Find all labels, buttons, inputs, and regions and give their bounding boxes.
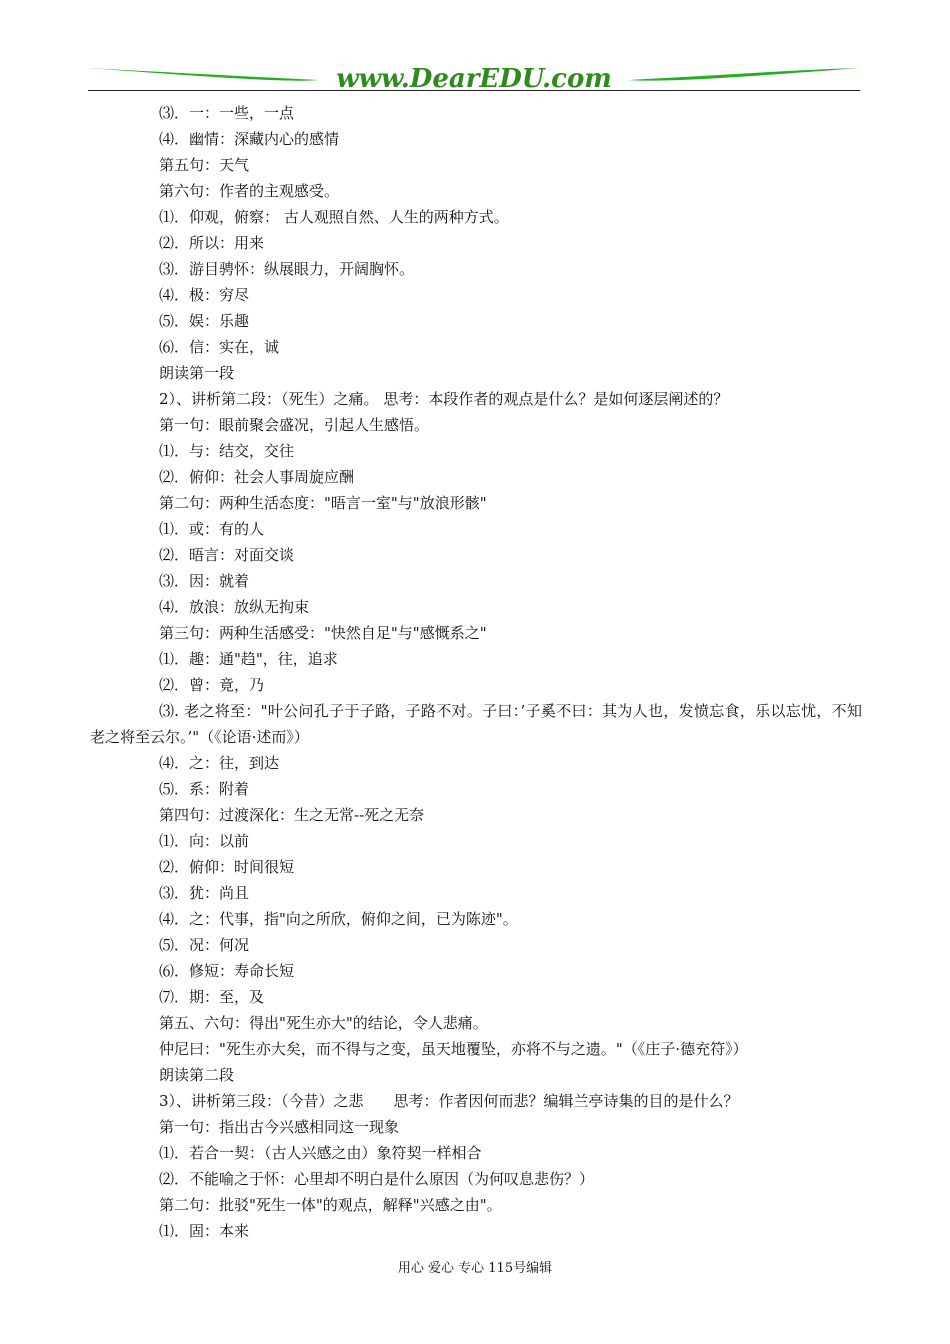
text-line: 第一句：指出古今兴感相同这一现象	[159, 1118, 400, 1136]
text-line: 第二句：批驳"死生一体"的观点，解释"兴感之由"。	[159, 1196, 502, 1214]
page-footer: 用心 爱心 专心 115号编辑	[397, 1261, 553, 1276]
text-line: 第一句：眼前聚会盛况，引起人生感悟。	[159, 416, 430, 434]
text-line: 3）、讲析第三段：（今昔）之悲 思考：作者因何而悲？编辑兰亭诗集的目的是什么？	[159, 1092, 739, 1110]
text-line: ⑶．一：一些，一点	[159, 104, 295, 122]
text-line: ⑴．若合一契：（古人兴感之由）象符契一样相合	[159, 1144, 482, 1162]
text-line: ⑴．与：结交，交往	[159, 442, 295, 460]
right-swoosh	[628, 68, 860, 81]
text-line: ⑴．趣：通"趋"，往，追求	[159, 650, 338, 668]
text-line: ⑷．之：往，到达	[159, 754, 280, 772]
text-line: ⑴．固：本来	[159, 1222, 250, 1240]
text-line: 第三句：两种生活感受："快然自足"与"感慨系之"	[159, 624, 487, 642]
text-line: ⑷．极：穷尽	[159, 286, 250, 304]
text-line: ⑴．或：有的人	[159, 520, 265, 538]
text-line: ⑵．晤言：对面交谈	[159, 546, 295, 564]
text-line: ⑷．幽情：深藏内心的感情	[159, 130, 340, 148]
document-body	[90, 100, 862, 1244]
text-line: ⑸．况：何况	[159, 936, 250, 954]
page-header	[88, 62, 860, 94]
text-line: ⑺．期：至，及	[159, 988, 265, 1006]
text-line: ⑵．不能喻之于怀：心里却不明白是什么原因（为何叹息悲伤？）	[159, 1170, 595, 1188]
text-line: ⑹．信：实在，诚	[159, 338, 280, 356]
text-line: ⑷．之：代事，指"向之所欣，俯仰之间，已为陈迹"。	[159, 910, 518, 928]
text-line: 朗读第一段	[159, 364, 235, 382]
site-logo: www.DearEDU.com	[336, 64, 612, 94]
header-rule	[88, 90, 860, 91]
text-line: ⑵．曾：竟，乃	[159, 676, 265, 694]
text-line: ⑸．系：附着	[159, 780, 250, 798]
text-line: 仲尼曰："死生亦大矣，而不得与之变，虽天地覆坠，亦将不与之遗。"（《庄子·德充符》）	[159, 1040, 748, 1058]
text-line: ⑶．因：就着	[159, 572, 250, 590]
left-swoosh	[88, 68, 318, 81]
text-line: ⑴．仰观，俯察： 古人观照自然、人生的两种方式。	[159, 208, 509, 226]
text-line: 第六句：作者的主观感受。	[159, 182, 340, 200]
text-line: ⑵．俯仰：社会人事周旋应酬	[159, 468, 355, 486]
text-line: 第四句：过渡深化：生之无常--死之无奈	[159, 806, 425, 824]
text-line: ⑶．犹：尚且	[159, 884, 250, 902]
text-line: 第二句：两种生活态度："晤言一室"与"放浪形骸"	[159, 494, 487, 512]
text-line: 第五、六句：得出"死生亦大"的结论，令人悲痛。	[159, 1014, 488, 1032]
text-line: ⑴．向：以前	[159, 832, 250, 850]
text-line: ⑵．所以：用来	[159, 234, 265, 252]
text-line: ⑵．俯仰：时间很短	[159, 858, 295, 876]
text-line: 2）、讲析第二段：（死生）之痛。 思考：本段作者的观点是什么？是如何逐层阐述的？	[159, 390, 729, 408]
text-line: ⑹．修短：寿命长短	[159, 962, 295, 980]
text-line: ⑷．放浪：放纵无拘束	[159, 598, 310, 616]
text-line: 朗读第二段	[159, 1066, 235, 1084]
text-paragraph: ⑶. 老之将至："叶公问孔子于子路，子路不对。子曰：’子奚不曰：其为人也，发愤忘食，乐以忘忧，不知老之将至云尔。’"（《论语·述而》）	[90, 702, 862, 746]
text-line: ⑸．娱：乐趣	[159, 312, 250, 330]
text-line: ⑶．游目骋怀：纵展眼力，开阔胸怀。	[159, 260, 415, 278]
text-line: 第五句：天气	[159, 156, 250, 174]
